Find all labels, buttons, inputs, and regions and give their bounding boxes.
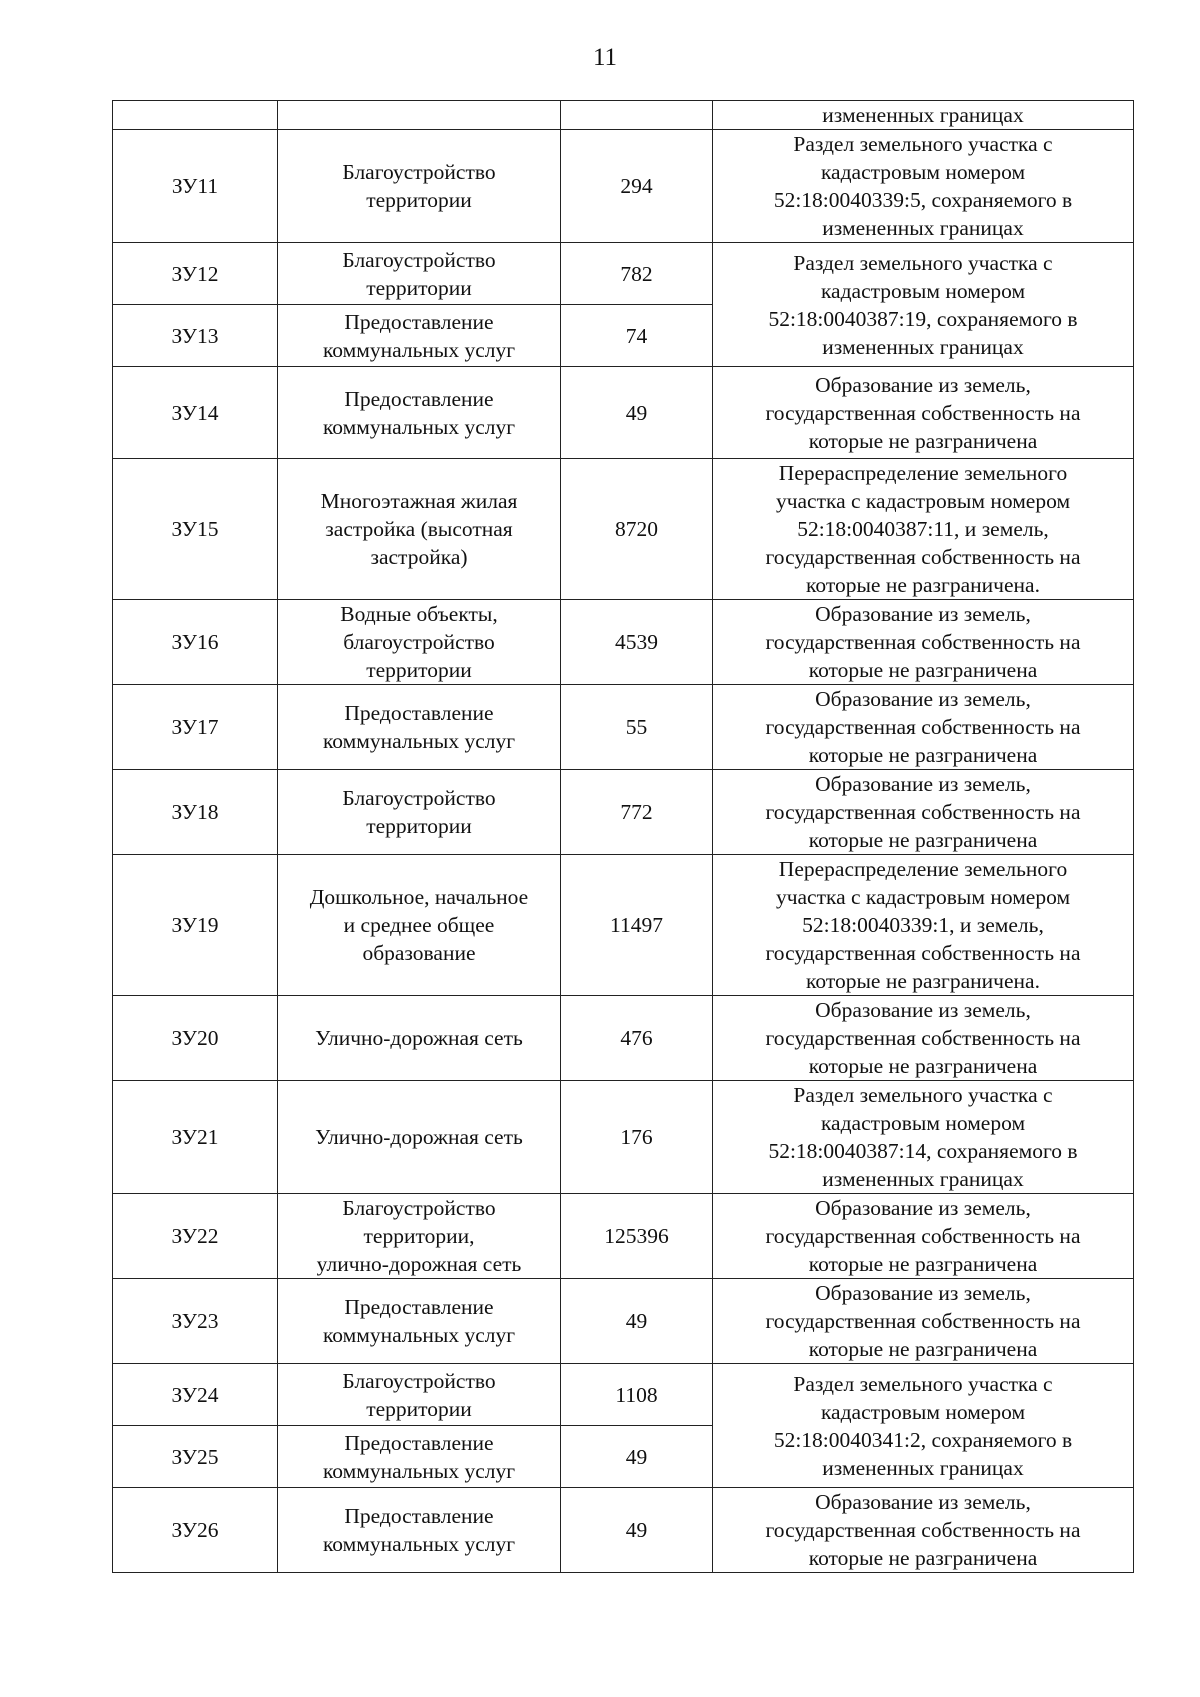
basis-line: Образование из земель, — [815, 998, 1031, 1022]
basis-cell — [713, 1364, 1134, 1488]
use-line: коммунальных услуг — [322, 1458, 516, 1483]
area-cell: 74 — [561, 305, 713, 367]
use-line: Многоэтажная жилая — [320, 489, 518, 513]
basis-line: государственная собственность на — [765, 800, 1081, 824]
area-cell: 49 — [561, 1279, 713, 1364]
use-line: Благоустройство — [342, 1368, 496, 1393]
basis-line: 52:18:0040339:5, сохраняемого в — [773, 188, 1073, 212]
area-cell: 125396 — [561, 1194, 713, 1279]
basis-cell — [713, 243, 1134, 367]
use-line: Благоустройство — [342, 160, 496, 184]
basis-line: 52:18:0040387:19, сохраняемого в — [768, 306, 1078, 331]
table-row — [113, 600, 1134, 685]
basis-line: Образование из земель, — [815, 602, 1031, 626]
table-row — [113, 996, 1134, 1081]
use-line: Благоустройство — [342, 247, 496, 272]
table-row — [113, 459, 1134, 600]
basis-line: Образование из земель, — [815, 687, 1031, 711]
use-cell — [278, 367, 561, 459]
use-line: коммунальных услуг — [322, 337, 516, 362]
plot-id-cell: ЗУ25 — [113, 1426, 278, 1488]
basis-line: которые не разграничена — [808, 428, 1038, 453]
plot-id-cell: ЗУ12 — [113, 243, 278, 305]
basis-line: Образование из земель, — [815, 1196, 1031, 1220]
use-cell — [278, 996, 561, 1081]
plot-id-cell: ЗУ20 — [113, 996, 278, 1081]
basis-line: кадастровым номером — [820, 1111, 1026, 1135]
use-line: Предоставление — [344, 309, 494, 334]
use-cell — [278, 305, 561, 367]
basis-line: государственная собственность на — [765, 941, 1081, 965]
plot-id-cell: ЗУ13 — [113, 305, 278, 367]
table-row — [113, 855, 1134, 996]
use-cell — [278, 1364, 561, 1426]
page-number: 11 — [592, 44, 618, 71]
area-cell: 772 — [561, 770, 713, 855]
use-cell — [278, 243, 561, 305]
area-cell: 8720 — [561, 459, 713, 600]
basis-line: 52:18:0040341:2, сохраняемого в — [773, 1427, 1073, 1452]
basis-line: государственная собственность на — [765, 400, 1081, 425]
basis-cell — [713, 855, 1134, 996]
use-line: и среднее общее — [343, 913, 495, 937]
basis-line: Образование из земель, — [815, 772, 1031, 796]
basis-cell — [713, 600, 1134, 685]
use-line: коммунальных услуг — [322, 729, 516, 753]
area-cell: 294 — [561, 130, 713, 243]
basis-line: которые не разграничена — [808, 1252, 1038, 1276]
basis-line: Образование из земель, — [815, 1490, 1031, 1514]
use-line: улично-дорожная сеть — [316, 1252, 522, 1276]
use-line: коммунальных услуг — [322, 414, 516, 439]
plot-id-cell: ЗУ21 — [113, 1081, 278, 1194]
basis-line: измененных границах — [822, 1167, 1024, 1191]
use-line: Благоустройство — [342, 786, 496, 810]
basis-line: Раздел земельного участка с — [793, 132, 1053, 156]
area-cell: 49 — [561, 367, 713, 459]
use-line: застройка (высотная — [325, 517, 513, 541]
basis-line: государственная собственность на — [765, 1309, 1081, 1333]
table-row — [113, 1081, 1134, 1194]
use-cell — [278, 1194, 561, 1279]
table-row — [113, 1194, 1134, 1279]
table-row — [113, 101, 1134, 130]
plot-id-cell: ЗУ26 — [113, 1488, 278, 1573]
table-row — [113, 685, 1134, 770]
area-cell: 49 — [561, 1426, 713, 1488]
basis-line: Образование из земель, — [815, 372, 1031, 397]
basis-line: которые не разграничена — [808, 828, 1038, 852]
basis-line: Раздел земельного участка с — [793, 250, 1053, 275]
basis-cell — [713, 1488, 1134, 1573]
table-row — [113, 1488, 1134, 1573]
area-cell: 1108 — [561, 1364, 713, 1426]
use-line: Предоставление — [344, 386, 494, 411]
basis-line: которые не разграничена — [808, 1546, 1038, 1570]
basis-line: государственная собственность на — [765, 715, 1081, 739]
plot-id-cell: ЗУ19 — [113, 855, 278, 996]
basis-cell — [713, 367, 1134, 459]
use-line: Улично-дорожная сеть — [315, 1125, 523, 1149]
basis-line: которые не разграничена — [808, 743, 1038, 767]
basis-line: государственная собственность на — [765, 545, 1081, 569]
basis-line: государственная собственность на — [765, 1026, 1081, 1050]
plot-id-cell: ЗУ14 — [113, 367, 278, 459]
area-cell: 49 — [561, 1488, 713, 1573]
use-cell — [278, 855, 561, 996]
use-line: территории — [366, 188, 472, 212]
basis-line: кадастровым номером — [820, 278, 1026, 303]
basis-line: государственная собственность на — [765, 1224, 1081, 1248]
table-row — [113, 367, 1134, 459]
basis-line: измененных границах — [822, 216, 1024, 240]
use-line: образование — [362, 941, 476, 965]
basis-line: которые не разграничена — [808, 1054, 1038, 1078]
use-line: территории — [366, 275, 472, 300]
basis-line: 52:18:0040339:1, и земель, — [802, 913, 1044, 937]
basis-line: кадастровым номером — [820, 1399, 1026, 1424]
use-line: территории — [366, 658, 472, 682]
basis-line: Раздел земельного участка с — [793, 1083, 1053, 1107]
land-plots-table — [112, 100, 1134, 1573]
basis-line: Перераспределение земельного — [778, 461, 1068, 485]
use-cell — [278, 770, 561, 855]
basis-cell — [713, 459, 1134, 600]
plot-id-cell — [113, 101, 278, 130]
basis-line: Перераспределение земельного — [778, 857, 1068, 881]
use-cell — [278, 459, 561, 600]
use-line: Улично-дорожная сеть — [315, 1026, 523, 1050]
table-row — [113, 1364, 1134, 1426]
basis-cell: измененных границах — [713, 101, 1134, 130]
use-line: территории, — [363, 1224, 475, 1248]
area-cell: 782 — [561, 243, 713, 305]
use-cell — [278, 1488, 561, 1573]
basis-line: государственная собственность на — [765, 630, 1081, 654]
area-cell: 176 — [561, 1081, 713, 1194]
plot-id-cell: ЗУ18 — [113, 770, 278, 855]
table-row — [113, 1279, 1134, 1364]
use-line: застройка) — [370, 545, 468, 569]
table-row — [113, 243, 1134, 305]
basis-line: которые не разграничена. — [806, 573, 1040, 597]
use-cell — [278, 1081, 561, 1194]
basis-line: измененных границах — [822, 1455, 1024, 1480]
table-row — [113, 770, 1134, 855]
area-cell: 11497 — [561, 855, 713, 996]
plot-id-cell: ЗУ17 — [113, 685, 278, 770]
use-cell — [278, 600, 561, 685]
plot-id-cell: ЗУ24 — [113, 1364, 278, 1426]
basis-line: которые не разграничена — [808, 1337, 1038, 1361]
plot-id-cell: ЗУ22 — [113, 1194, 278, 1279]
use-line: Предоставление — [344, 1295, 494, 1319]
basis-line: которые не разграничена. — [806, 969, 1040, 993]
area-cell — [561, 101, 713, 130]
basis-cell — [713, 130, 1134, 243]
use-cell — [278, 1426, 561, 1488]
area-cell: 55 — [561, 685, 713, 770]
basis-line: участка с кадастровым номером — [775, 885, 1071, 909]
use-line: Предоставление — [344, 701, 494, 725]
basis-cell — [713, 1194, 1134, 1279]
basis-line: Образование из земель, — [815, 1281, 1031, 1305]
basis-line: которые не разграничена — [808, 658, 1038, 682]
use-line: коммунальных услуг — [322, 1323, 516, 1347]
area-cell: 476 — [561, 996, 713, 1081]
use-line: Водные объекты, — [340, 602, 498, 626]
basis-cell — [713, 1081, 1134, 1194]
basis-line: 52:18:0040387:14, сохраняемого в — [768, 1139, 1078, 1163]
use-cell — [278, 130, 561, 243]
plot-id-cell: ЗУ15 — [113, 459, 278, 600]
use-cell — [278, 101, 561, 130]
basis-line: участка с кадастровым номером — [775, 489, 1071, 513]
basis-line: измененных границах — [822, 334, 1024, 359]
use-line: Предоставление — [344, 1504, 494, 1528]
basis-line: 52:18:0040387:11, и земель, — [797, 517, 1049, 541]
plot-id-cell: ЗУ11 — [113, 130, 278, 243]
use-line: Предоставление — [344, 1430, 494, 1455]
basis-line: кадастровым номером — [820, 160, 1026, 184]
plot-id-cell: ЗУ16 — [113, 600, 278, 685]
basis-line: государственная собственность на — [765, 1518, 1081, 1542]
use-line: Дошкольное, начальное — [309, 885, 529, 909]
use-cell — [278, 1279, 561, 1364]
basis-line: Раздел земельного участка с — [793, 1371, 1053, 1396]
basis-cell — [713, 770, 1134, 855]
area-cell: 4539 — [561, 600, 713, 685]
use-line: Благоустройство — [342, 1196, 496, 1220]
use-line: благоустройство — [343, 630, 495, 654]
basis-cell — [713, 1279, 1134, 1364]
table-row — [113, 130, 1134, 243]
use-line: коммунальных услуг — [322, 1532, 516, 1556]
use-line: территории — [366, 814, 472, 838]
use-line: территории — [366, 1396, 472, 1421]
use-cell — [278, 685, 561, 770]
basis-cell — [713, 685, 1134, 770]
basis-cell — [713, 996, 1134, 1081]
plot-id-cell: ЗУ23 — [113, 1279, 278, 1364]
